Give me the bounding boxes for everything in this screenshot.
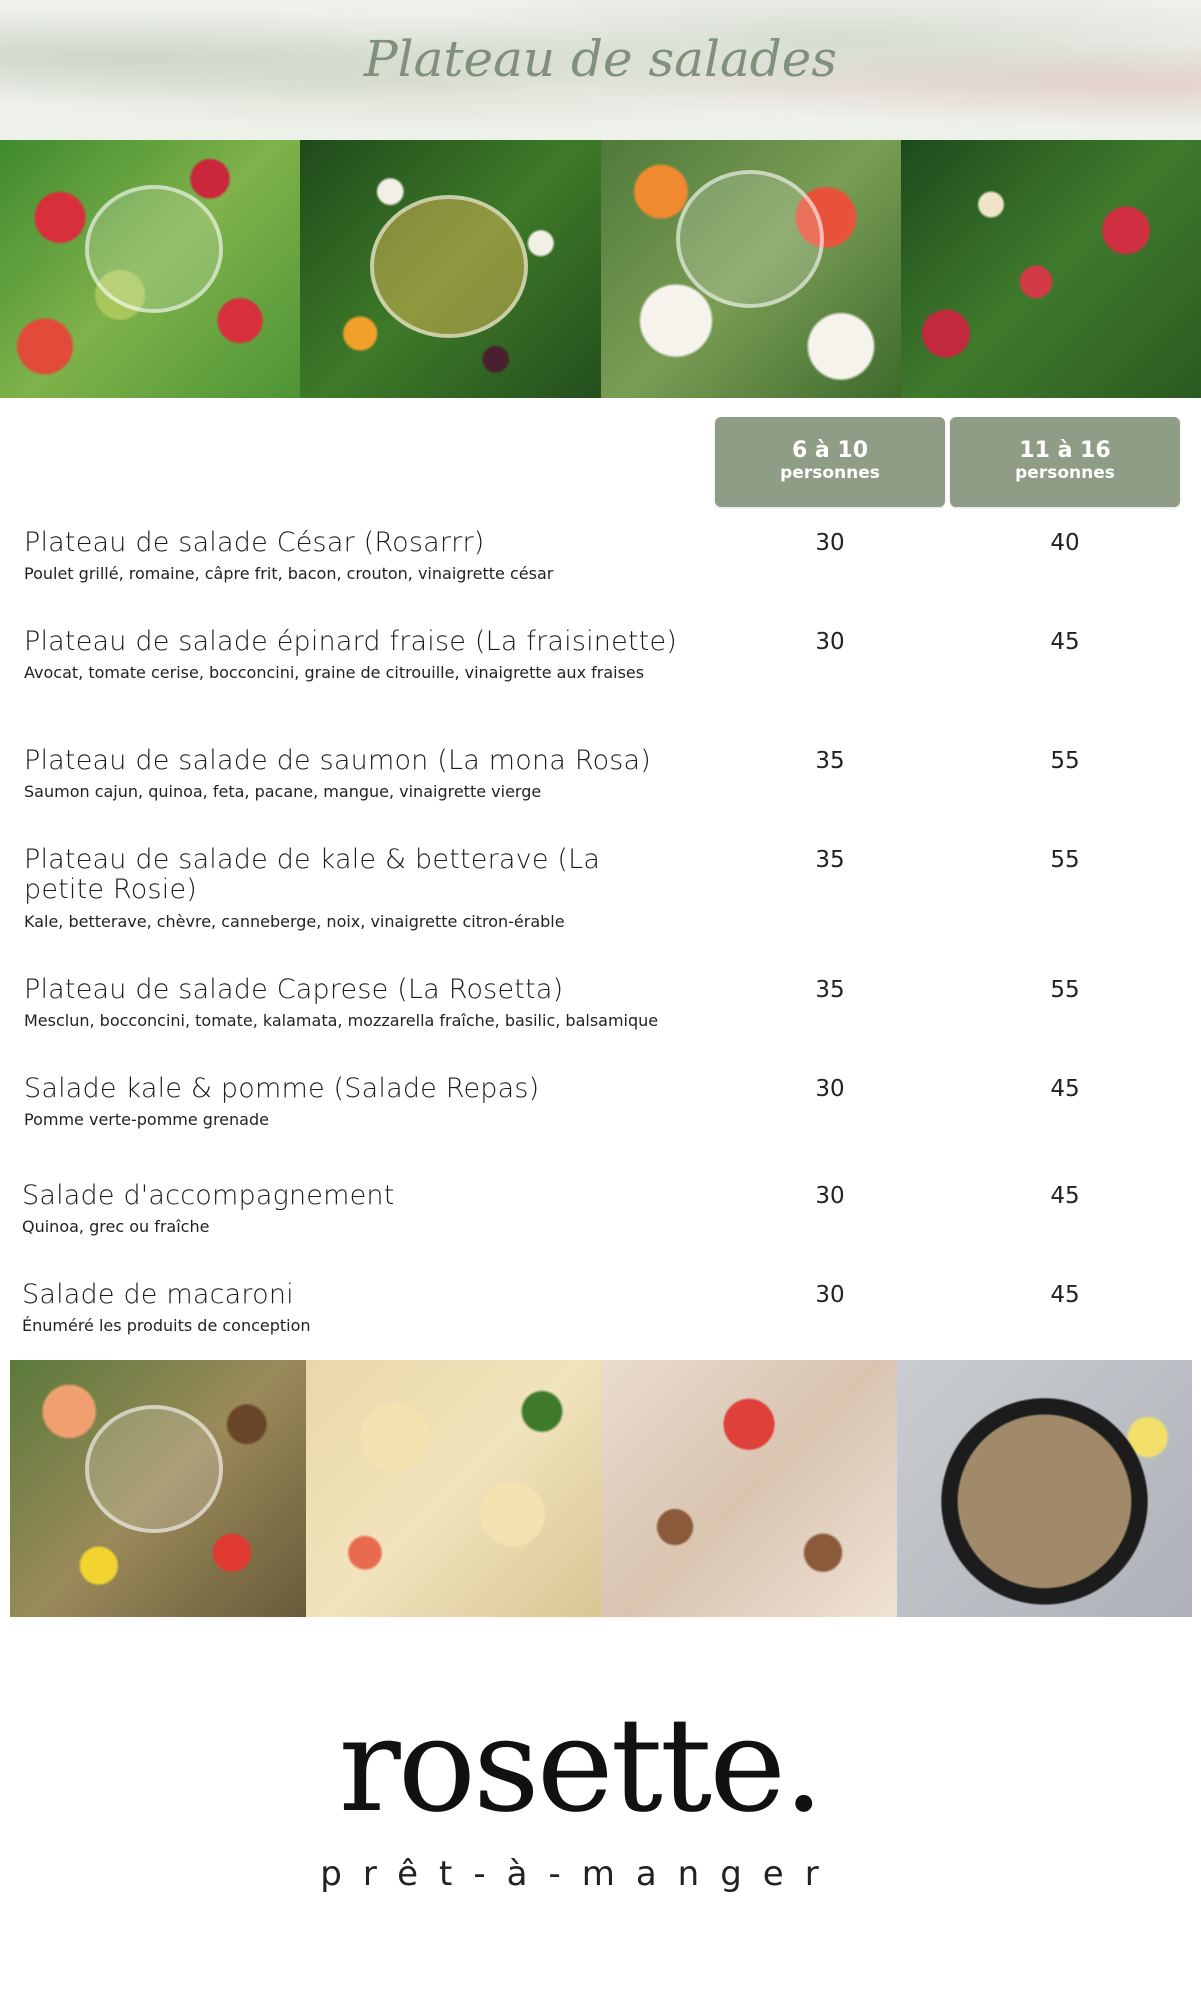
price-column-range: 11 à 16	[1019, 438, 1111, 463]
price-column-unit: personnes	[1015, 463, 1115, 483]
menu-item-price-large: 55	[1050, 977, 1080, 1003]
caprese-salad-photo	[601, 140, 901, 398]
menu-item-price-large: 55	[1050, 847, 1080, 873]
menu-item-price-small: 30	[815, 629, 845, 655]
menu-item-description: Avocat, tomate cerise, bocconcini, graine de citrouille, vinaigrette aux fraises	[24, 663, 645, 682]
quinoa-bowl-photo	[897, 1360, 1193, 1617]
menu-item-description: Kale, betterave, chèvre, canneberge, noix, vinaigrette citron-érable	[24, 912, 565, 931]
menu-item-name: Plateau de salade épinard fraise (La fraisinette)	[24, 626, 678, 657]
page-title: Plateau de salades	[363, 30, 838, 88]
menu-item-price-large: 40	[1050, 530, 1080, 556]
strawberry-spinach-salad-photo	[0, 140, 300, 398]
menu-item-price-large: 55	[1050, 748, 1080, 774]
menu-item-price-small: 30	[815, 1183, 845, 1209]
menu-item-name: Salade kale & pomme (Salade Repas)	[24, 1073, 540, 1104]
kale-beet-salad-photo	[300, 140, 600, 398]
menu-item-description: Pomme verte-pomme grenade	[24, 1110, 269, 1129]
menu-item-price-small: 35	[815, 748, 845, 774]
menu-item-price-large: 45	[1050, 1076, 1080, 1102]
menu-item-name: Plateau de salade de saumon (La mona Rosa)	[24, 745, 652, 776]
menu-item-price-small: 30	[815, 530, 845, 556]
menu-item-description: Quinoa, grec ou fraîche	[22, 1217, 210, 1236]
menu-item-price-small: 35	[815, 847, 845, 873]
menu-item-price-large: 45	[1050, 1183, 1080, 1209]
menu-item-price-large: 45	[1050, 629, 1080, 655]
kale-rose-salad-photo	[901, 140, 1201, 398]
brand-logo: rosette.	[338, 1689, 822, 1841]
brand-tagline: prêt-à-manger	[320, 1854, 840, 1894]
menu-item-description: Mesclun, bocconcini, tomate, kalamata, mozzarella fraîche, basilic, balsamique	[24, 1011, 659, 1030]
price-column-unit: personnes	[780, 463, 880, 483]
menu-item-name: Plateau de salade César (Rosarrr)	[24, 527, 485, 558]
quinoa-salad-photo	[601, 1360, 897, 1617]
menu-item-name: Salade de macaroni	[22, 1279, 294, 1310]
menu-item-price-small: 30	[815, 1076, 845, 1102]
macaroni-salad-photo	[306, 1360, 602, 1617]
header-banner	[0, 0, 1201, 140]
menu-item-price-small: 35	[815, 977, 845, 1003]
menu-item-name: Plateau de salade de kale & betterave (La petite Rosie)	[24, 844, 601, 905]
price-column-header-small	[715, 417, 945, 507]
menu-item-price-large: 45	[1050, 1282, 1080, 1308]
bottom-photo-strip	[10, 1360, 1192, 1617]
price-column-header-large	[950, 417, 1180, 507]
menu-item-price-small: 30	[815, 1282, 845, 1308]
menu-item-name: Salade d'accompagnement	[22, 1180, 395, 1211]
menu-item-name: Plateau de salade Caprese (La Rosetta)	[24, 974, 564, 1005]
menu-item-description: Poulet grillé, romaine, câpre frit, bacon, crouton, vinaigrette césar	[24, 564, 554, 583]
menu-item-description: Saumon cajun, quinoa, feta, pacane, mangue, vinaigrette vierge	[24, 782, 542, 801]
top-photo-strip	[0, 140, 1201, 398]
price-column-range: 6 à 10	[791, 438, 869, 463]
salmon-salad-photo	[10, 1360, 306, 1617]
menu-item-description: Énuméré les produits de conception	[22, 1316, 311, 1335]
